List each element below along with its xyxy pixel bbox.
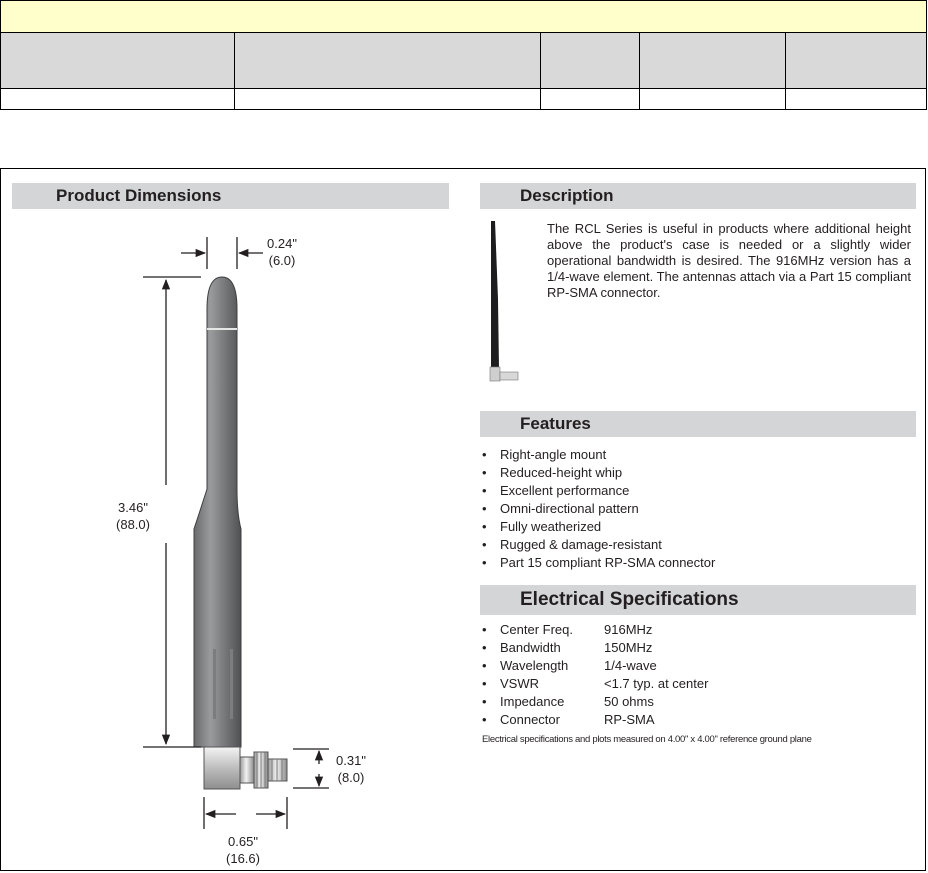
table-cell: [235, 89, 541, 110]
table-cell: [541, 89, 640, 110]
height-dimension: [105, 499, 161, 533]
width-dimension: [263, 235, 301, 269]
features-list: [482, 446, 715, 572]
electrical-note: Electrical specifications and plots measured on 4.00" x 4.00" reference ground plane: [482, 734, 812, 745]
height-mm: (88.0): [116, 517, 150, 532]
list-item: • Part 15 compliant RP-SMA connector: [482, 555, 716, 570]
description-heading: Description: [480, 183, 916, 209]
width-inches: 0.24": [267, 236, 297, 251]
base-width-mm: (16.6): [226, 851, 260, 866]
height-inches: 3.46": [118, 500, 148, 515]
spec-row: • Wavelength 1/4-wave: [482, 658, 657, 673]
table-row: [1, 89, 927, 110]
header-row-gray: [1, 33, 927, 89]
header-cell: [1, 1, 927, 33]
spec-row: • Impedance 50 ohms: [482, 694, 654, 709]
spec-row: • Bandwidth 150MHz: [482, 640, 653, 655]
connector-height-dimension: [331, 752, 371, 786]
spec-row: • VSWR <1.7 typ. at center: [482, 676, 709, 691]
description-text: The RCL Series is useful in products where additional height above the product's case is needed or a slightly wider operational bandwidth is desired. The 916MHz version has a 1/4-wave element. The antennas attach via a Part 15 compliant RP-SMA connector.: [547, 221, 911, 300]
antenna-body: [194, 277, 241, 747]
product-dimensions-heading: Product Dimensions: [12, 183, 449, 209]
rp-sma-connector: [204, 747, 287, 789]
spec-row: • Connector RP-SMA: [482, 712, 655, 727]
electrical-specs-list: [482, 621, 708, 729]
antenna-thumbnail: [490, 221, 518, 381]
electrical-specifications-heading: Electrical Specifications: [480, 585, 916, 615]
table-cell: [786, 89, 927, 110]
table-cell: [1, 89, 235, 110]
spec-row: • Center Freq. 916MHz: [482, 622, 653, 637]
width-mm: (6.0): [268, 253, 296, 268]
table-cell: [640, 89, 786, 110]
datasheet-panel: [0, 168, 926, 871]
connector-height-inches: 0.31": [336, 753, 366, 768]
connector-height-mm: (8.0): [337, 770, 365, 785]
table-cell: [640, 33, 786, 89]
table-cell: [235, 33, 541, 89]
table-cell: [1, 33, 235, 89]
list-item: • Fully weatherized: [482, 519, 602, 534]
list-item: • Rugged & damage-resistant: [482, 537, 662, 552]
table-cell: [786, 33, 927, 89]
list-item: • Excellent performance: [482, 483, 630, 498]
base-width-dimension: [215, 833, 271, 867]
header-row-yellow: [1, 1, 927, 33]
list-item: • Omni-directional pattern: [482, 501, 639, 516]
features-heading: Features: [480, 411, 916, 437]
list-item: • Reduced-height whip: [482, 465, 623, 480]
list-item: • Right-angle mount: [482, 447, 607, 462]
header-table: [0, 0, 927, 110]
table-cell: [541, 33, 640, 89]
base-width-inches: 0.65": [228, 834, 258, 849]
